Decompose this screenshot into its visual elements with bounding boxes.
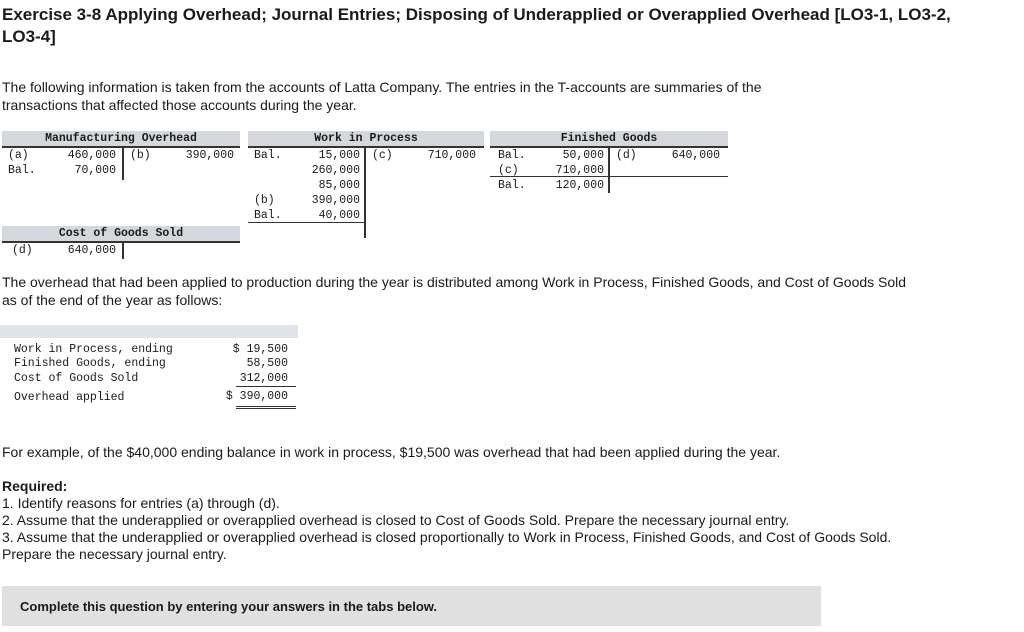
summary-row-label: Work in Process, ending xyxy=(14,343,173,356)
required-list xyxy=(2,495,1002,563)
distribution-text: The overhead that had been applied to production during the year is distributed among Work in Process, Finished Goods, and Cost of Goods Sold as of the end of the year as follows: xyxy=(2,274,907,308)
t-account-finished-goods xyxy=(490,131,728,195)
t-account-manufacturing-overhead xyxy=(2,131,240,182)
debit-label: Bal. xyxy=(254,209,282,222)
debit-label: (d) xyxy=(12,244,33,257)
debit-label: Bal. xyxy=(8,164,36,177)
debit-value: 390,000 xyxy=(311,194,360,207)
summary-row-value: 312,000 xyxy=(239,372,288,385)
credit-value: 640,000 xyxy=(671,149,720,162)
debit-label: Bal. xyxy=(498,149,526,162)
credit-value: 390,000 xyxy=(185,149,234,162)
debit-value: 70,000 xyxy=(74,164,116,177)
debit-label: Bal. xyxy=(498,179,526,192)
debit-label: Bal. xyxy=(254,149,282,162)
debit-value: 640,000 xyxy=(67,244,116,257)
debit-label: (a) xyxy=(8,149,29,162)
required-item: 2. Assume that the underapplied or overapplied overhead is closed to Cost of Goods Sold. Prepare the necessary journal entry. xyxy=(2,512,790,528)
debit-value: 15,000 xyxy=(318,149,360,162)
credit-value: 710,000 xyxy=(427,149,476,162)
instruction-text: Complete this question by entering your answers in the tabs below. xyxy=(20,599,438,614)
summary-total-label: Overhead applied xyxy=(14,391,125,404)
summary-row-label: Cost of Goods Sold xyxy=(14,372,139,385)
debit-value: 40,000 xyxy=(318,209,360,222)
summary-row-label: Finished Goods, ending xyxy=(14,357,166,370)
t-account-work-in-process xyxy=(248,131,484,240)
t-account-title: Manufacturing Overhead xyxy=(2,131,240,148)
debit-value: 260,000 xyxy=(311,164,360,177)
debit-value: 460,000 xyxy=(67,149,116,162)
instruction-bar xyxy=(2,586,821,626)
summary-total-value: $ 390,000 xyxy=(225,390,288,403)
overhead-distribution-table xyxy=(0,325,298,415)
t-account-title: Finished Goods xyxy=(490,131,728,148)
required-item: 3. Assume that the underapplied or overapplied overhead is closed proportionally to Work in Process, Finished Goods, and Cost of Goods Sold. Prepare the necessary journal entry. xyxy=(2,529,892,562)
required-item: 1. Identify reasons for entries (a) through (d). xyxy=(2,495,280,511)
summary-row-value: 58,500 xyxy=(246,357,288,370)
debit-value: 50,000 xyxy=(562,149,604,162)
debit-value: 710,000 xyxy=(555,164,604,177)
exercise-title: Exercise 3-8 Applying Overhead; Journal Entries; Disposing of Underapplied or Overapplied Overhead [LO3-1, LO3-2, LO3-4] xyxy=(2,5,951,46)
debit-label: (c) xyxy=(498,164,519,177)
debit-value: 85,000 xyxy=(318,179,360,192)
credit-label: (d) xyxy=(616,149,637,162)
debit-label: (b) xyxy=(254,194,275,207)
credit-label: (b) xyxy=(130,149,151,162)
debit-value: 120,000 xyxy=(555,179,604,192)
example-text: For example, of the $40,000 ending balance in work in process, $19,500 was overhead that had been applied during the year. xyxy=(2,444,781,460)
intro-text: The following information is taken from the accounts of Latta Company. The entries in the T-accounts are summaries of the transactions that affected those accounts during the year. xyxy=(2,79,762,113)
required-label: Required: xyxy=(2,478,68,494)
t-account-title: Work in Process xyxy=(248,131,484,148)
credit-label: (c) xyxy=(372,149,393,162)
t-account-cost-of-goods-sold xyxy=(2,226,240,261)
summary-row-value: $ 19,500 xyxy=(232,343,288,356)
t-account-title: Cost of Goods Sold xyxy=(2,226,240,243)
